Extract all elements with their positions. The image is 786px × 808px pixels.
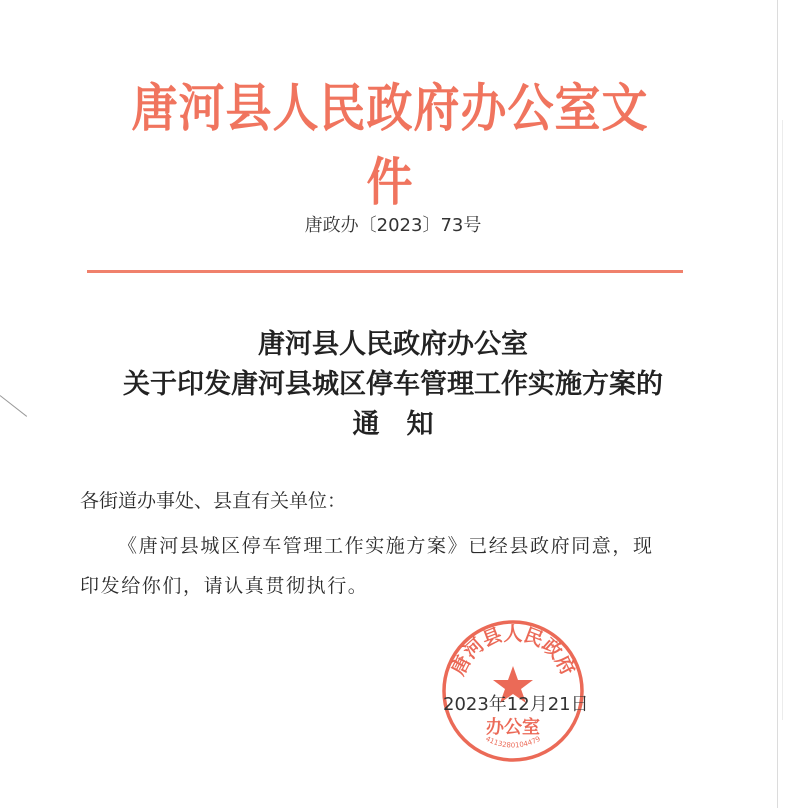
notice-title-line-3: 通 知 (352, 409, 434, 440)
seal-serial-number: 4113280104479 (484, 734, 542, 750)
salutation: 各街道办事处、县直有关单位： (80, 490, 347, 512)
body-paragraph-line-1: 《唐河县城区停车管理工作实施方案》已经县政府同意，现 (118, 535, 654, 557)
seal-bottom-text: 办公室 (486, 717, 540, 738)
notice-title-line-1: 唐河县人民政府办公室 (258, 329, 528, 360)
seal-ring-text: 唐河县人民政府 (447, 622, 579, 679)
header-red-rule (87, 270, 683, 273)
issue-date: 2023年12月21日 (443, 694, 589, 715)
notice-title-line-2: 关于印发唐河县城区停车管理工作实施方案的 (123, 369, 663, 400)
document-number: 唐政办〔2023〕73号 (304, 215, 482, 236)
body-paragraph-line-2: 印发给你们，请认真贯彻执行。 (80, 575, 369, 597)
document-header-title: 唐河县人民政府办公室文件 (131, 78, 649, 213)
